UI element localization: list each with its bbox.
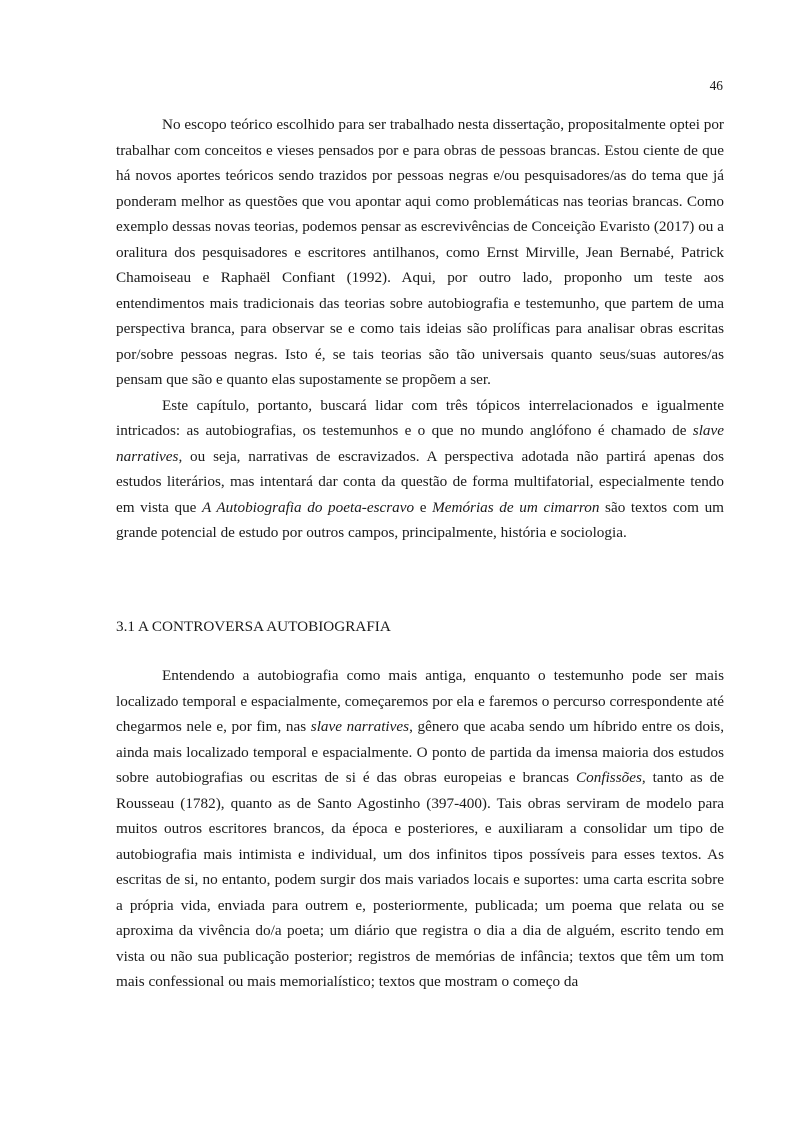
paragraph-text: são textos com um grande potencial de estudo por outros campos, principalmente, história e sociologia. [116,498,724,541]
page-number: 46 [709,78,723,93]
italic-term: slave narratives [116,422,724,465]
paragraph [116,663,724,995]
italic-term: slave narratives [310,718,410,735]
paragraph-text: No escopo teórico escolhido para ser trabalhado nesta dissertação, propositalmente optei por trabalhar com conceitos e vieses pensados por e para obras de pessoas brancas. Estou ciente de que há novos aportes teóricos sendo trazidos por pessoas negras e/ou pesquisadores/as do tema que já ponderam melhor as questões que vou apontar aqui como problemáticas nas teorias brancas. Como exemplo dessas novas teorias, podemos pensar as escrevivências de Conceição Evaristo (2017) ou a oralitura dos pesquisadores e escritores antilhanos, como Ernst Mirville, Jean Bernabé, Patrick Chamoiseau e Raphaël Confiant (1992). Aqui, por outro lado, proponho um teste aos entendimentos mais tradicionais das teorias sobre autobiografia e testemunho, que partem de uma perspectiva branca, para observar se e como tais ideias são prolíficas para analisar obras escritas por/sobre pessoas negras. Isto é, se tais teorias são tão universais quanto seus/suas autores/as pensam que são e quanto elas supostamente se propõem a ser. [116,116,724,388]
paragraph-text: Entendendo a autobiografia como mais antiga, enquanto o testemunho pode ser mais localizado temporal e espacialmente, começaremos por ela e faremos o percurso correspondente até chegarmos nele e, por fim, nas [116,667,724,735]
paragraph-text: , tanto as de Rousseau (1782), quanto as de Santo Agostinho (397-400). Tais obras serviram de modelo para muitos outros escritores brancos, da época e posteriores, e auxiliaram a consolidar um tipo de autobiografia mais intimista e individual, um dos infinitos tipos possíveis para esses textos. As escritas de si, no entanto, podem surgir dos mais variados locais e suportes: uma carta escrita sobre a própria vida, enviada para outrem e, posteriormente, publicada; um poema que relata ou se aproxima da vivência do/a poeta; um diário que registra o dia a dia de alguém, escrito tendo em vista ou não sua publicação posterior; registros de memórias de infância; textos que têm um tom mais confessional ou mais memorialístico; textos que mostram o começo da [116,769,724,990]
book-title: A Autobiografia do poeta-escravo [202,498,415,516]
paragraph-text: , ou seja, narrativas de escravizados. A perspectiva adotada não partirá apenas dos estudos literários, mas intentará dar conta da questão de forma multifatorial, especialmente tendo em vista que [116,447,724,516]
paragraph [116,112,724,393]
section-body-text [116,663,724,995]
paragraph [116,393,724,546]
paragraph-text: , gênero que acaba sendo um híbrido entre os dois, ainda mais localizado temporal e espacialmente. O ponto de partida da imensa maioria dos estudos sobre autobiografias ou escritas de si é das obras europeias e brancas [116,718,725,786]
paragraph-text: Este capítulo, portanto, buscará lidar com três tópicos interrelacionados e igualmente intricados: as autobiografias, os testemunhos e o que no mundo anglófono é chamado de [116,396,724,439]
section-heading: 3.1 A CONTROVERSA AUTOBIOGRAFIA [116,618,391,635]
book-title: Confissões [576,769,642,786]
paragraph-text: e [414,498,433,516]
book-title: Memórias de um cimarron [432,498,600,516]
body-text [116,112,724,546]
